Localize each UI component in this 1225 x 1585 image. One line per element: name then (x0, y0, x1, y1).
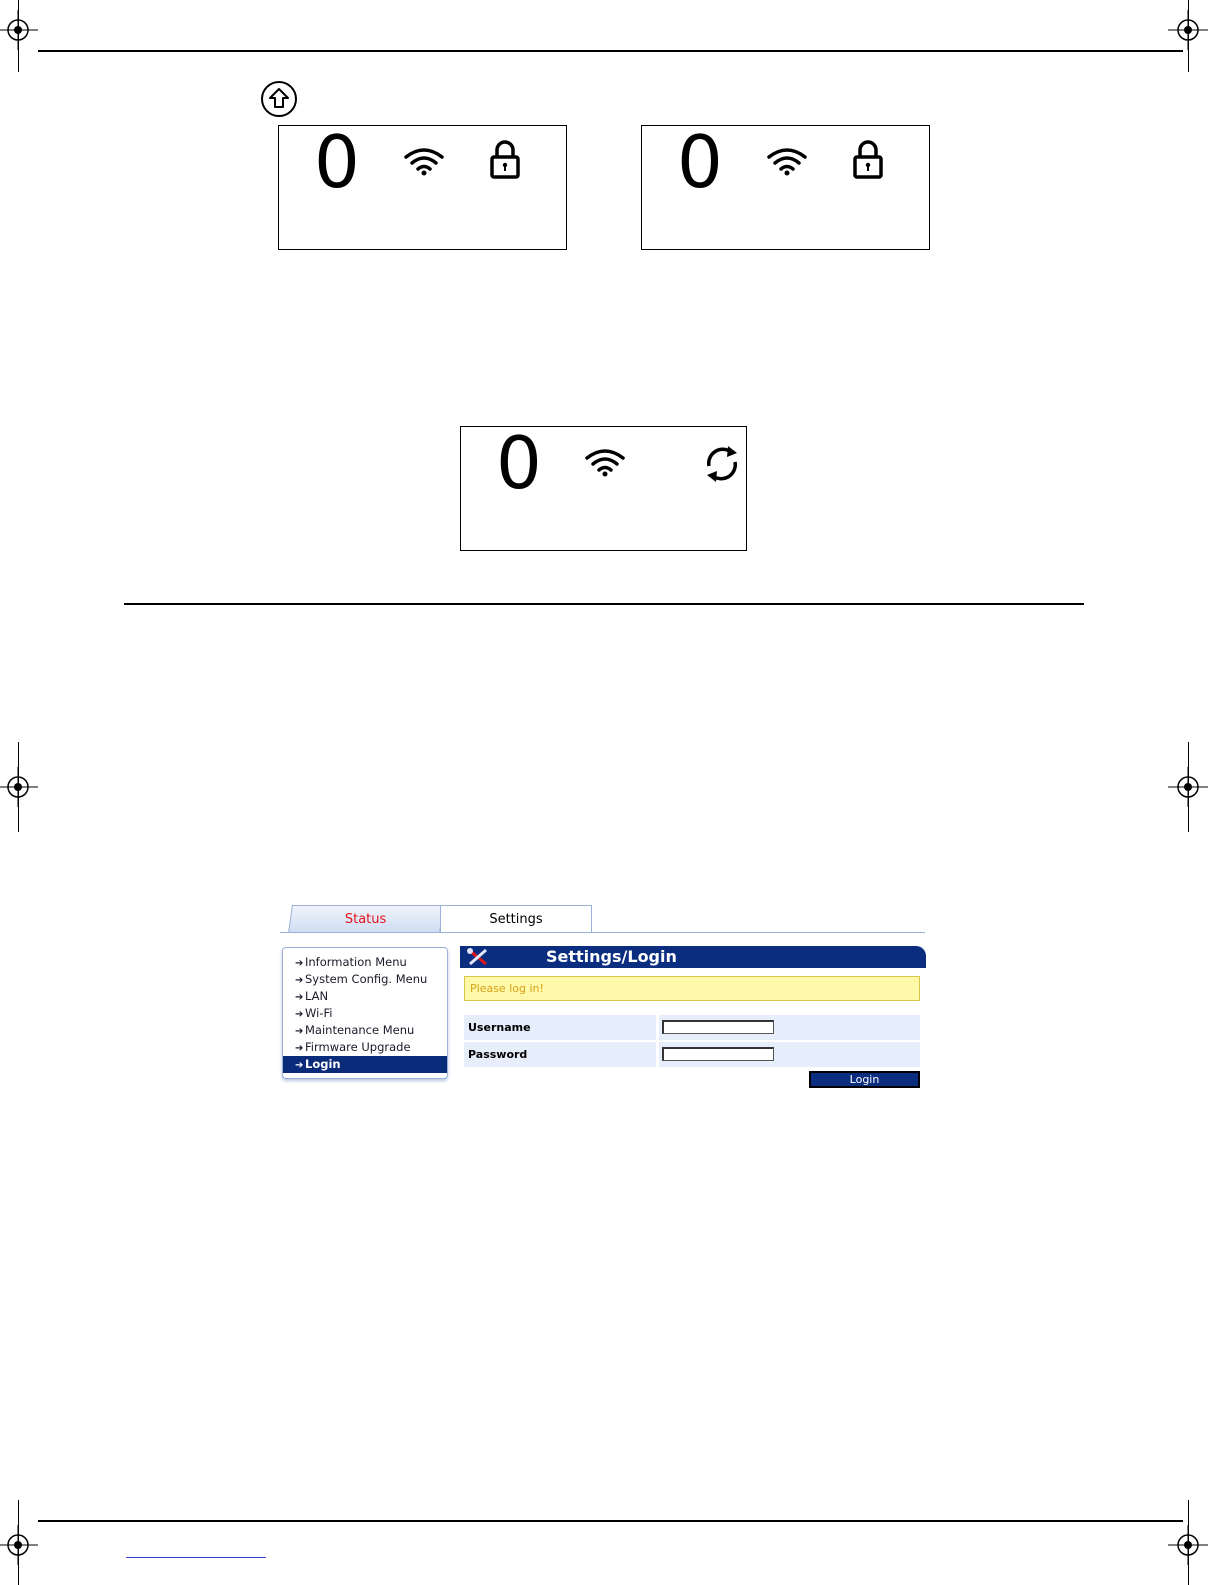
registration-mark-icon (1168, 1525, 1208, 1565)
registration-mark-icon (0, 1525, 38, 1565)
menu-item-label: Maintenance Menu (305, 1023, 415, 1037)
menu-item-system-config[interactable] (283, 971, 447, 988)
password-label: Password (468, 1048, 528, 1061)
lcd-digit: 0 (677, 120, 723, 204)
menu-item-information[interactable] (283, 954, 447, 971)
page-title: Settings/Login (546, 947, 677, 966)
menu-item-label: LAN (305, 989, 329, 1003)
bottom-rule (38, 1520, 1183, 1522)
column-divider (656, 1042, 659, 1067)
registration-mark-icon (0, 767, 38, 807)
menu-item-wifi[interactable] (283, 1005, 447, 1022)
arrow-right-icon: ➔ (295, 1043, 304, 1054)
password-input[interactable] (662, 1047, 774, 1061)
username-row (464, 1015, 920, 1040)
wifi-icon (766, 146, 808, 176)
section-divider (124, 603, 1084, 605)
lcd-digit: 0 (496, 421, 542, 505)
column-divider (656, 1015, 659, 1040)
arrow-right-icon: ➔ (295, 992, 304, 1003)
tab-status-label: Status (345, 912, 387, 927)
tab-bar-baseline (280, 932, 925, 933)
wifi-icon (584, 447, 626, 477)
settings-sidebar-menu (282, 947, 448, 1079)
footer-link-underline (126, 1557, 266, 1558)
tab-status[interactable] (288, 905, 444, 933)
lcd-digit: 0 (314, 120, 360, 204)
lock-icon (852, 140, 884, 180)
menu-item-lan[interactable] (283, 988, 447, 1005)
password-row (464, 1042, 920, 1067)
arrow-right-icon: ➔ (295, 958, 304, 969)
arrow-right-icon: ➔ (295, 1009, 304, 1020)
menu-item-label: Firmware Upgrade (305, 1040, 411, 1054)
wifi-icon (403, 146, 445, 176)
login-button[interactable]: Login (809, 1071, 920, 1088)
lcd-display-panel (641, 120, 930, 250)
menu-item-login[interactable] (283, 1056, 447, 1073)
registration-mark-icon (1168, 10, 1208, 50)
lcd-display-panel (278, 120, 567, 250)
menu-item-label: Wi-Fi (305, 1006, 333, 1020)
arrow-right-icon: ➔ (295, 975, 304, 986)
tools-icon (466, 948, 490, 966)
menu-item-label: Login (305, 1057, 341, 1071)
registration-mark-icon (1168, 767, 1208, 807)
top-rule (38, 50, 1183, 52)
menu-item-label: System Config. Menu (305, 972, 428, 986)
registration-mark-icon (0, 10, 38, 50)
login-notice: Please log in! (464, 976, 920, 1001)
settings-login-header (460, 946, 926, 968)
refresh-icon (701, 443, 743, 485)
lock-icon (489, 140, 521, 180)
home-arrow-icon (260, 80, 298, 118)
arrow-right-icon: ➔ (295, 1060, 304, 1071)
username-input[interactable] (662, 1020, 774, 1034)
tab-settings-label: Settings (489, 912, 543, 927)
tab-settings[interactable] (440, 905, 592, 933)
lcd-display-panel (460, 421, 747, 551)
menu-item-label: Information Menu (305, 955, 407, 969)
menu-item-maintenance[interactable] (283, 1022, 447, 1039)
username-label: Username (468, 1021, 531, 1034)
arrow-right-icon: ➔ (295, 1026, 304, 1037)
menu-item-firmware-upgrade[interactable] (283, 1039, 447, 1056)
